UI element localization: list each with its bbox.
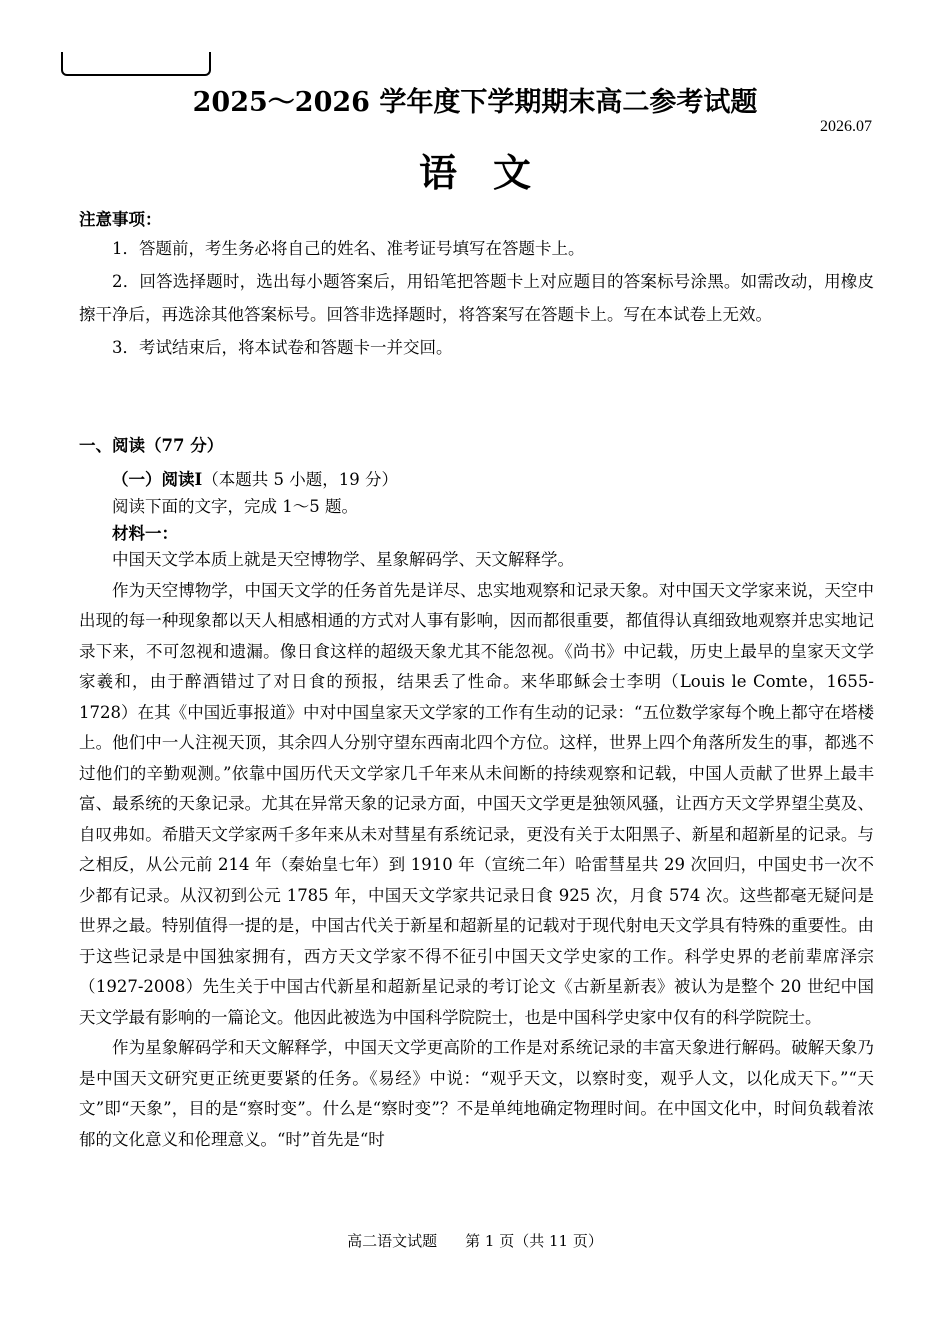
section-title: 一、阅读（77 分）: [79, 436, 224, 455]
passage-paragraph: 作为星象解码学和天文解释学，中国天文学更高阶的工作是对系统记录的丰富天象进行解码。破解天象乃是中国天文研究更正统更要紧的任务。《易经》中说：“观乎天文，以察时变，观乎人文，以化成天下。”“天文”即“天象”，目的是“察时变”。什么是“察时变”？不是单纯地确定物理时间。在中国文化中，时间负载着浓郁的文化意义和伦理意义。“时”首先是“时: [79, 1038, 874, 1149]
notes-list: [79, 232, 874, 364]
reading-passage: [79, 545, 874, 1155]
footer-page-number: 第 1 页（共 11 页）: [465, 1232, 603, 1250]
material-label: 材料一：: [112, 524, 178, 543]
exam-title: 2025～2026 学年度下学期期末高二参考试题: [192, 87, 758, 118]
part-note: （本题共 5 小题，19 分）: [202, 470, 398, 489]
subject-title: 语文: [418, 150, 567, 195]
footer-course: 高二语文试题: [347, 1232, 438, 1250]
passage-paragraph: 中国天文学本质上就是天空博物学、星象解码学、天文解释学。: [112, 550, 574, 569]
notes-item: 2．回答选择题时，选出每小题答案后，用铅笔把答题卡上对应题目的答案标号涂黑。如需改动，用橡皮擦干净后，再选涂其他答案标号。回答非选择题时，将答案写在答题卡上。写在本试卷上无效。: [79, 272, 874, 324]
notes-item: 1．答题前，考生务必将自己的姓名、准考证号填写在答题卡上。: [112, 239, 585, 258]
notes-title: 注意事项：: [79, 210, 162, 229]
part-title-line: [112, 466, 398, 493]
passage-paragraph: 作为天空博物学，中国天文学的任务首先是详尽、忠实地观察和记录天象。对中国天文学家来说，天空中出现的每一种现象都以天人相感相通的方式对人事有影响，因而都很重要，都值得认真细致地观察并忠实地记录下来，不可忽视和遗漏。像日食这样的超级天象尤其不能忽视。《尚书》中记载，历史上最早的皇家天文学家羲和，由于醉酒错过了对日食的预报，结果丢了性命。来华耶稣会士李明（Louis le Comte，1655-1728）在其《中国近事报道》中对中国皇家天文学家的工作有生动的记录：“五位数学家每个晚上都守在塔楼上。他们中一人注视天顶，其余四人分别守望东西南北四个方位。这样，世界上四个角落所发生的事，都逃不过他们的辛勤观测。”依靠中国历代天文学家几千年来从未间断的持续观察和记载，中国人贡献了世界上最丰富、最系统的天象记录。尤其在异常天象的记录方面，中国天文学更是独领风骚，让西方天文学界望尘莫及、自叹弗如。希腊天文学家两千多年来从未对彗星有系统记录，更没有关于太阳黑子、新星和超新星的记录。与之相反，从公元前 214 年（秦始皇七年）到 1910 年（宣统二年）哈雷彗星共 29 次回归，中国史书一次不少都有记录。从汉初到公元 1785 年，中国天文学家共记录日食 925 次，月食 574 次。这些都毫无疑问是世界之最。特别值得一提的是，中国古代关于新星和超新星的记载对于现代射电天文学具有特殊的重要性。由于这些记录是中国独家拥有，西方天文学家不得不征引中国天文学史家的工作。科学史界的老前辈席泽宗（1927-2008）先生关于中国古代新星和超新星记录的考订论文《古新星新表》被认为是整个 20 世纪中国天文学最有影响的一篇论文。他因此被选为中国科学院院士，也是中国科学史家中仅有的科学院院士。: [79, 580, 874, 1027]
notes-item: 3．考试结束后，将本试卷和答题卡一并交回。: [112, 338, 453, 357]
instruction: 阅读下面的文字，完成 1～5 题。: [112, 497, 358, 516]
page-footer: [0, 1230, 950, 1251]
corner-stamp-box: [61, 52, 211, 76]
part-title: （一）阅读Ⅰ: [112, 470, 203, 489]
part-header: [112, 466, 398, 547]
exam-date: 2026.07: [820, 118, 872, 135]
